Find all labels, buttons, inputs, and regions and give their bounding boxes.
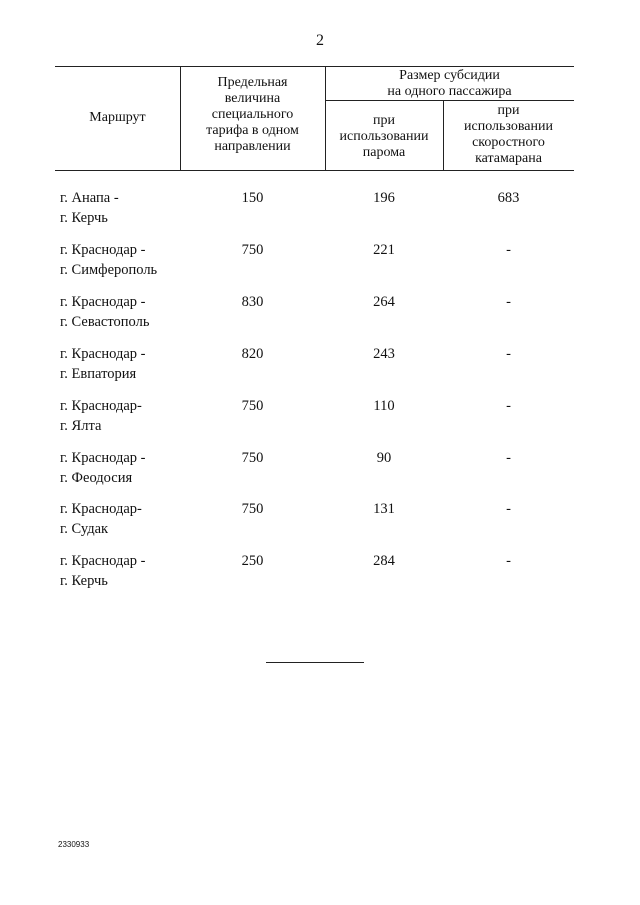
route-cell: г. Краснодар - г. Симферополь — [60, 242, 158, 278]
subsidy-subheader-rule — [325, 100, 574, 101]
route-cell: г. Краснодар - г. Евпатория — [60, 346, 146, 382]
table-top-rule — [55, 66, 574, 67]
catamaran-cell: - — [506, 553, 511, 569]
document-code: 2330933 — [58, 840, 90, 849]
tariff-cell: 150 — [241, 190, 264, 206]
route-cell: г. Анапа - г. Керчь — [60, 190, 119, 226]
catamaran-cell: - — [506, 242, 511, 258]
ferry-cell: 264 — [373, 294, 395, 310]
catamaran-cell: - — [506, 501, 511, 517]
catamaran-cell: - — [506, 346, 511, 362]
catamaran-cell: - — [506, 398, 511, 414]
ferry-cell: 131 — [373, 501, 395, 517]
header-catamaran: при использовании скоростного катамарана — [464, 103, 553, 166]
route-cell: г. Краснодар - г. Севастополь — [60, 294, 150, 330]
route-cell: г. Краснодар - г. Феодосия — [60, 450, 146, 486]
ferry-cell: 243 — [373, 346, 395, 362]
catamaran-cell: 683 — [497, 190, 520, 206]
header-tariff: Предельная величина специального тарифа в одном направлении — [206, 75, 299, 154]
page-number: 2 — [316, 32, 324, 49]
tariff-cell: 830 — [241, 294, 264, 310]
route-cell: г. Краснодар - г. Керчь — [60, 553, 146, 589]
tariff-cell: 750 — [241, 450, 264, 466]
catamaran-cell: - — [506, 450, 511, 466]
tariff-cell: 820 — [241, 346, 264, 362]
ferry-cell: 110 — [373, 398, 395, 414]
route-cell: г. Краснодар- г. Ялта — [60, 398, 142, 434]
tariff-cell: 750 — [241, 398, 264, 414]
tariff-cell: 750 — [241, 501, 264, 517]
ferry-cell: 90 — [376, 450, 392, 466]
header-bottom-rule — [55, 170, 574, 171]
catamaran-cell: - — [506, 294, 511, 310]
ferry-cell: 196 — [373, 190, 395, 206]
document-end-rule — [266, 662, 364, 663]
route-cell: г. Краснодар- г. Судак — [60, 501, 142, 537]
header-route: Маршрут — [89, 110, 146, 125]
header-ferry: при использовании парома — [339, 113, 429, 160]
ferry-cell: 284 — [373, 553, 395, 569]
tariff-cell: 250 — [241, 553, 264, 569]
tariff-cell: 750 — [241, 242, 264, 258]
header-subsidy-group: Размер субсидии на одного пассажира — [387, 68, 512, 99]
ferry-cell: 221 — [373, 242, 395, 258]
